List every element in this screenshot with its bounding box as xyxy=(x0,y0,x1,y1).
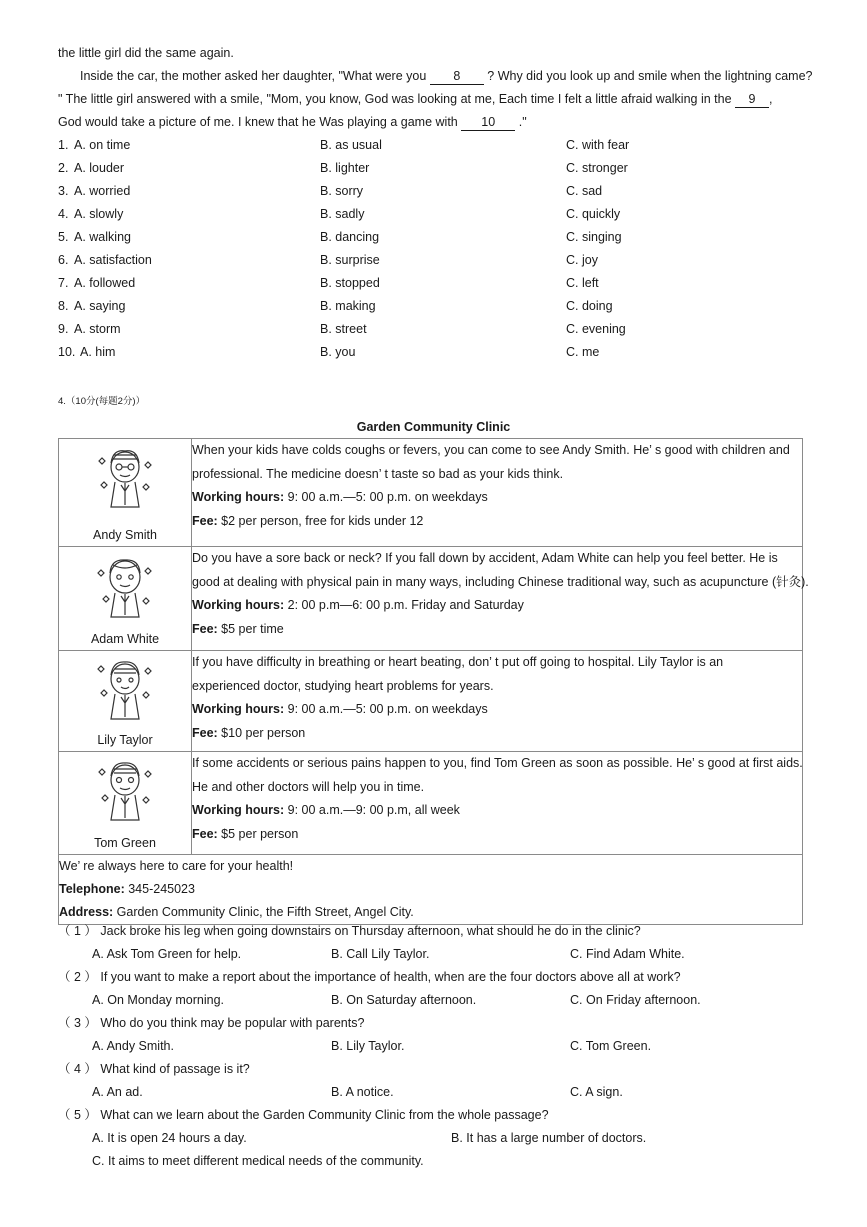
question-3-option-b: B. Lily Taylor. xyxy=(331,1039,405,1053)
doctor-info-cell xyxy=(192,752,803,855)
passage-line-3 xyxy=(58,91,773,108)
option-number: 9. xyxy=(58,322,69,336)
clinic-address xyxy=(59,901,802,924)
doctor-cartoon-icon xyxy=(93,758,157,828)
option-number: 1. xyxy=(58,138,69,152)
fee-label: Fee: xyxy=(192,621,218,636)
option-row xyxy=(58,229,818,245)
hours-value: 9: 00 a.m.—9: 00 p.m, all week xyxy=(284,803,460,817)
question-1: （ 1 ） Jack broke his leg when going downstairs on Thursday afternoon, what should he do in the clinic? xyxy=(58,924,641,938)
option-c: C. joy xyxy=(566,253,598,267)
hours-value: 9: 00 a.m.—5: 00 p.m. on weekdays xyxy=(284,702,488,716)
question-4-option-c: C. A sign. xyxy=(570,1085,623,1099)
passage-line-4 xyxy=(58,114,527,131)
doctor-cartoon-icon xyxy=(93,553,157,623)
question-5-option-c: C. It aims to meet different medical needs of the community. xyxy=(92,1154,424,1168)
option-c: C. doing xyxy=(566,299,613,313)
hours-value: 9: 00 a.m.—5: 00 p.m. on weekdays xyxy=(284,490,488,504)
doctor-row-andy xyxy=(59,439,803,547)
doctor-cartoon-icon xyxy=(93,657,157,727)
option-b: B. lighter xyxy=(320,161,370,175)
address-label: Address: xyxy=(59,905,114,919)
option-a: A. saying xyxy=(74,299,126,313)
option-a: A. louder xyxy=(74,161,125,175)
option-c: C. stronger xyxy=(566,161,628,175)
option-b: B. surprise xyxy=(320,253,380,267)
doctor-hours xyxy=(192,486,802,510)
passage-text: ." xyxy=(518,115,527,129)
option-number: 2. xyxy=(58,161,69,175)
doctor-hours xyxy=(192,698,802,722)
doctor-name: Lily Taylor xyxy=(97,733,153,747)
doctor-cartoon-icon xyxy=(93,445,157,515)
question-4-option-b: B. A notice. xyxy=(331,1085,394,1099)
passage-line-2 xyxy=(80,68,812,85)
option-b: B. sadly xyxy=(320,207,365,221)
clinic-footer-row xyxy=(59,855,803,925)
doctor-name: Andy Smith xyxy=(93,528,157,542)
question-5-option-a: A. It is open 24 hours a day. xyxy=(92,1131,247,1145)
telephone-value: 345-245023 xyxy=(124,882,195,896)
doctor-desc: good at dealing with physical pain in many ways, including Chinese traditional way, such as acupuncture (针灸). xyxy=(192,574,809,589)
question-1-option-b: B. Call Lily Taylor. xyxy=(331,947,430,961)
option-b: B. stopped xyxy=(320,276,380,290)
clinic-title: Garden Community Clinic xyxy=(356,420,511,434)
fee-value: $2 per person, free for kids under 12 xyxy=(217,513,424,528)
doctor-desc: If you have difficulty in breathing or heart beating, don’ t put off going to hospital. Lily Taylor is an xyxy=(192,655,724,669)
option-b: B. making xyxy=(320,299,376,313)
option-a: A. worried xyxy=(74,184,131,198)
hours-label: Working hours: xyxy=(192,702,285,716)
option-a: A. slowly xyxy=(74,207,124,221)
passage-text: ? Why did you look up and smile when the lightning came? xyxy=(487,69,813,83)
doctor-fee xyxy=(192,510,802,534)
option-number: 4. xyxy=(58,207,69,221)
doctor-info-cell xyxy=(192,547,809,651)
question-3-option-a: A. Andy Smith. xyxy=(92,1039,174,1053)
passage-text: , xyxy=(769,92,773,106)
fee-value: $5 per person xyxy=(217,826,299,841)
option-row xyxy=(58,344,818,360)
option-c: C. quickly xyxy=(566,207,621,221)
fee-label: Fee: xyxy=(192,826,218,841)
question-2: （ 2 ） If you want to make a report about the importance of health, when are the four doctors above all at work? xyxy=(58,970,681,984)
hours-label: Working hours: xyxy=(192,803,285,817)
fee-value: $10 per person xyxy=(217,725,306,740)
doctor-picture-cell xyxy=(59,547,192,651)
address-value: Garden Community Clinic, the Fifth Street, Angel City. xyxy=(113,905,414,919)
passage-text: Inside the car, the mother asked her daughter, "What were you xyxy=(80,69,427,83)
passage-text: " The little girl answered with a smile, "Mom, you know, God was looking at me, Each time I felt a little afraid walking in the xyxy=(58,92,732,106)
option-a: A. storm xyxy=(74,322,121,336)
option-row xyxy=(58,206,818,222)
fee-label: Fee: xyxy=(192,513,218,528)
doctor-hours xyxy=(192,799,802,823)
option-c: C. sad xyxy=(566,184,603,198)
option-a: A. him xyxy=(80,345,116,359)
option-row xyxy=(58,298,818,314)
option-row xyxy=(58,137,818,153)
doctor-desc: Do you have a sore back or neck? If you fall down by accident, Adam White can help you feel better. He is xyxy=(192,551,778,565)
doctor-info-cell xyxy=(192,439,803,547)
question-1-option-a: A. Ask Tom Green for help. xyxy=(92,947,242,961)
section-4-heading: 4.（10分(每题2分)） xyxy=(58,396,146,407)
question-4: （ 4 ） What kind of passage is it? xyxy=(58,1062,250,1076)
option-number: 7. xyxy=(58,276,69,290)
option-number: 6. xyxy=(58,253,69,267)
option-a: A. satisfaction xyxy=(74,253,152,267)
hours-label: Working hours: xyxy=(192,490,285,504)
question-3-option-c: C. Tom Green. xyxy=(570,1039,652,1053)
fee-label: Fee: xyxy=(192,725,218,740)
doctor-fee xyxy=(192,823,802,847)
option-b: B. street xyxy=(320,322,367,336)
option-row xyxy=(58,321,818,337)
option-b: B. dancing xyxy=(320,230,380,244)
option-row xyxy=(58,160,818,176)
question-3: （ 3 ） Who do you think may be popular with parents? xyxy=(58,1016,365,1030)
clinic-table xyxy=(58,438,809,925)
question-2-option-b: B. On Saturday afternoon. xyxy=(331,993,477,1007)
question-4-option-a: A. An ad. xyxy=(92,1085,143,1099)
hours-label: Working hours: xyxy=(192,598,285,612)
passage-line-1: the little girl did the same again. xyxy=(58,46,234,60)
option-number: 10. xyxy=(58,345,76,359)
question-5-option-b: B. It has a large number of doctors. xyxy=(451,1131,647,1145)
blank-9: 9 xyxy=(735,91,769,108)
doctor-row-adam xyxy=(59,547,803,651)
doctor-desc: When your kids have colds coughs or fevers, you can come to see Andy Smith. He’ s good with children and xyxy=(192,443,790,457)
doctor-desc: experienced doctor, studying heart problems for years. xyxy=(192,678,494,693)
option-c: C. evening xyxy=(566,322,626,336)
clinic-footer-cell xyxy=(59,855,803,925)
doctor-desc: If some accidents or serious pains happen to you, find Tom Green as soon as possible. He’ s good at first aids. xyxy=(192,756,803,770)
doctor-desc: professional. The medicine doesn’ t taste so bad as your kids think. xyxy=(192,466,564,481)
option-number: 3. xyxy=(58,184,69,198)
doctor-picture-cell xyxy=(59,651,192,752)
doctor-desc: He and other doctors will help you in time. xyxy=(192,779,425,794)
doctor-fee xyxy=(192,618,802,642)
option-a: A. followed xyxy=(74,276,136,290)
option-c: C. left xyxy=(566,276,599,290)
doctor-info-cell xyxy=(192,651,803,752)
option-b: B. sorry xyxy=(320,184,364,198)
option-b: B. as usual xyxy=(320,138,382,152)
question-2-option-a: A. On Monday morning. xyxy=(92,993,225,1007)
blank-10: 10 xyxy=(461,114,515,131)
option-b: B. you xyxy=(320,345,356,359)
option-a: A. walking xyxy=(74,230,131,244)
option-number: 5. xyxy=(58,230,69,244)
option-a: A. on time xyxy=(74,138,131,152)
question-5: （ 5 ） What can we learn about the Garden Community Clinic from the whole passage? xyxy=(58,1108,549,1122)
hours-value: 2: 00 p.m—6: 00 p.m. Friday and Saturday xyxy=(284,598,524,612)
doctor-hours xyxy=(192,594,802,618)
doctor-picture-cell xyxy=(59,439,192,547)
option-row xyxy=(58,252,818,268)
doctor-name: Tom Green xyxy=(94,836,156,850)
option-c: C. with fear xyxy=(566,138,630,152)
doctor-fee xyxy=(192,722,802,746)
question-1-option-c: C. Find Adam White. xyxy=(570,947,685,961)
question-2-option-c: C. On Friday afternoon. xyxy=(570,993,701,1007)
passage-text: God would take a picture of me. I knew that he Was playing a game with xyxy=(58,115,458,129)
option-c: C. singing xyxy=(566,230,622,244)
option-number: 8. xyxy=(58,299,69,313)
option-c: C. me xyxy=(566,345,600,359)
doctor-row-lily xyxy=(59,651,803,752)
doctor-row-tom xyxy=(59,752,803,855)
fee-value: $5 per time xyxy=(217,621,284,636)
clinic-slogan: We’ re always here to care for your health! xyxy=(59,859,294,873)
telephone-label: Telephone: xyxy=(59,882,125,896)
blank-8: 8 xyxy=(430,68,484,85)
option-row xyxy=(58,183,818,199)
clinic-telephone xyxy=(59,878,802,901)
option-row xyxy=(58,275,818,291)
doctor-name: Adam White xyxy=(90,632,160,646)
doctor-picture-cell xyxy=(59,752,192,855)
